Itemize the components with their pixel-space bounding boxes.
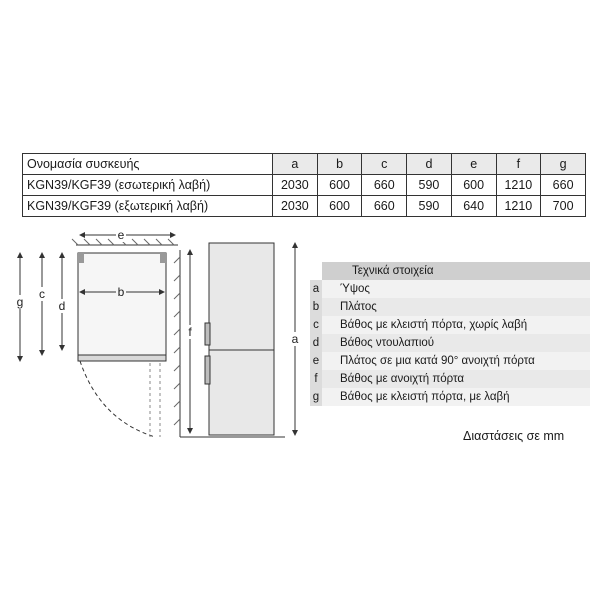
side-view-handle-bottom xyxy=(205,356,210,384)
row-name-cell: KGN39/KGF39 (εσωτερική λαβή) xyxy=(23,175,273,196)
legend-title: Τεχνικά στοιχεία xyxy=(322,262,590,280)
legend-text: Ύψος xyxy=(322,280,590,298)
legend-row xyxy=(310,352,590,370)
legend-row xyxy=(310,388,590,406)
dim-label-e: e xyxy=(117,228,125,242)
legend-row xyxy=(310,316,590,334)
legend-text: Βάθος με ανοιχτή πόρτα xyxy=(322,370,590,388)
top-view-door xyxy=(78,355,166,361)
top-view-foot-left xyxy=(78,253,84,263)
top-view-cabinet xyxy=(78,253,166,355)
legend-key: g xyxy=(310,388,322,406)
table-header-row xyxy=(23,154,586,175)
legend-row xyxy=(310,370,590,388)
fridge-dimension-diagram xyxy=(0,215,320,445)
technical-data-legend xyxy=(310,262,590,406)
top-view-foot-right xyxy=(160,253,166,263)
table-row xyxy=(23,196,586,217)
header-col-d: d xyxy=(407,154,452,175)
table-row xyxy=(23,175,586,196)
header-col-c: c xyxy=(362,154,407,175)
table-cell: 660 xyxy=(362,196,407,217)
legend-row xyxy=(310,298,590,316)
legend-text: Πλάτος σε μια κατά 90° ανοιχτή πόρτα xyxy=(322,352,590,370)
units-note: Διαστάσεις σε mm xyxy=(463,429,565,443)
dim-label-g: g xyxy=(16,295,24,309)
dimensions-table xyxy=(22,153,586,217)
legend-key: a xyxy=(310,280,322,298)
table-cell: 600 xyxy=(451,175,496,196)
table-cell: 2030 xyxy=(273,196,318,217)
header-col-b: b xyxy=(317,154,362,175)
dim-label-f: f xyxy=(188,325,192,339)
door-swing-arc xyxy=(80,361,155,437)
header-name-cell: Ονομασία συσκευής xyxy=(23,154,273,175)
header-col-g: g xyxy=(541,154,586,175)
table-cell: 600 xyxy=(317,175,362,196)
table-cell: 640 xyxy=(451,196,496,217)
dim-label-c: c xyxy=(39,287,45,301)
header-col-f: f xyxy=(496,154,541,175)
side-view-handle-top xyxy=(205,323,210,345)
table-cell: 660 xyxy=(541,175,586,196)
dim-label-b: b xyxy=(117,285,125,299)
legend-key: f xyxy=(310,370,322,388)
legend-text: Βάθος με κλειστή πόρτα, χωρίς λαβή xyxy=(322,316,590,334)
legend-key: c xyxy=(310,316,322,334)
table-cell: 600 xyxy=(317,196,362,217)
dim-label-d: d xyxy=(58,299,66,313)
table-cell: 1210 xyxy=(496,196,541,217)
dim-label-a: a xyxy=(291,332,299,346)
table-cell: 590 xyxy=(407,196,452,217)
legend-row xyxy=(310,334,590,352)
legend-row xyxy=(310,280,590,298)
header-col-e: e xyxy=(451,154,496,175)
legend-key: b xyxy=(310,298,322,316)
row-name-cell: KGN39/KGF39 (εξωτερική λαβή) xyxy=(23,196,273,217)
table-cell: 2030 xyxy=(273,175,318,196)
legend-text: Βάθος με κλειστή πόρτα, με λαβή xyxy=(322,388,590,406)
header-col-a: a xyxy=(273,154,318,175)
legend-text: Πλάτος xyxy=(322,298,590,316)
legend-text: Βάθος ντουλαπιού xyxy=(322,334,590,352)
table-cell: 700 xyxy=(541,196,586,217)
table-cell: 590 xyxy=(407,175,452,196)
side-view-fridge xyxy=(209,243,274,435)
table-cell: 660 xyxy=(362,175,407,196)
legend-key: e xyxy=(310,352,322,370)
table-cell: 1210 xyxy=(496,175,541,196)
legend-key: d xyxy=(310,334,322,352)
